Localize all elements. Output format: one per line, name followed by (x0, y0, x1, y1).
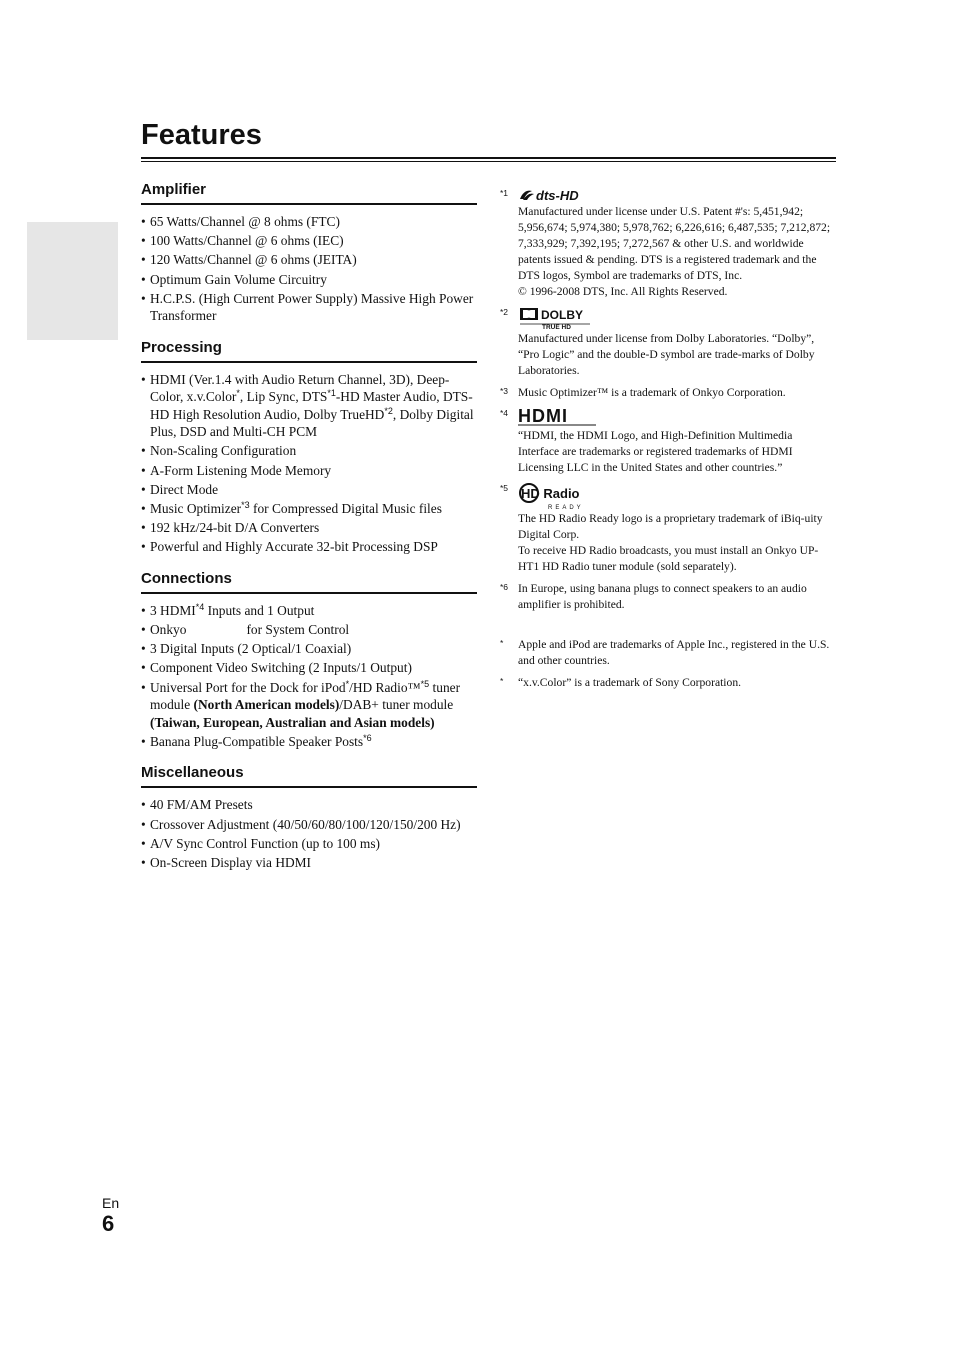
list-item: • 3 HDMI$^{*4}$ Inputs and 1 Output (141, 602, 477, 620)
section-heading: Amplifier (141, 180, 477, 205)
footnote-2 (500, 306, 836, 379)
list-item: • On-Screen Display via HDMI (141, 854, 477, 872)
svg-text:dts-HD: dts-HD (536, 188, 579, 203)
footnote-text: Music Optimizer™ is a trademark of Onkyo Corporation. (518, 386, 786, 399)
page-title: Features (141, 119, 262, 151)
page-language: En (102, 1195, 120, 1211)
list-item: • HDMI (Ver.1.4 with Audio Return Channel, 3D), Deep-Color, x.v.Color*, Lip Sync, DTS$^{*1}$-HD Master Audio, DTS-HD High Resolution Audio, Dolby TrueHD$^{*2}$, Dolby Digital Plus, DSD and Multi-CH PCM (141, 371, 477, 441)
svg-text:HDMI: HDMI (518, 407, 568, 426)
footnote-text: Apple and iPod are trademarks of Apple Inc., registered in the U.S. and other countries. (518, 638, 830, 667)
list-item: • Crossover Adjustment (40/50/60/80/100/120/150/200 Hz) (141, 816, 477, 834)
footnote-mark: *3 (500, 386, 509, 396)
list-item: • Optimum Gain Volume Circuitry (141, 271, 477, 289)
footnote-mark: *2 (500, 307, 509, 317)
footnote-5 (500, 482, 836, 575)
footnote-text: “HDMI, the HDMI Logo, and High-Definition Multimedia Interface are trademarks or registered trademarks of HDMI Licensing LLC in the United States and other countries.” (518, 429, 793, 474)
footnotes-column (500, 187, 836, 697)
section-heading: Processing (141, 338, 477, 363)
footnote-1 (500, 187, 836, 300)
hdmi-logo-icon (518, 407, 604, 427)
footnote-text: In Europe, using banana plugs to connect speakers to an audio amplifier is prohibited. (518, 582, 807, 611)
footnote-mark: *5 (500, 483, 509, 493)
footnote-xvcolor (500, 675, 836, 691)
hd-radio-ready-logo-icon (518, 482, 598, 510)
footnote-text: The HD Radio Ready logo is a proprietary trademark of iBiq-uity Digital Corp. (518, 512, 823, 541)
footnote-mark: * (500, 676, 504, 686)
footnote-text: Manufactured under license from Dolby Laboratories. “Dolby”, “Pro Logic” and the double-D symbol are trade-marks of Dolby Laboratories. (518, 332, 815, 377)
footnote-mark: *1 (500, 188, 509, 198)
list-item: • 120 Watts/Channel @ 6 ohms (JEITA) (141, 251, 477, 269)
footnote-3 (500, 385, 836, 401)
list-item: • 3 Digital Inputs (2 Optical/1 Coaxial) (141, 640, 477, 658)
list-item: • Component Video Switching (2 Inputs/1 Output) (141, 659, 477, 677)
svg-text:TRUE HD: TRUE HD (542, 324, 571, 330)
list-item: • Powerful and Highly Accurate 32-bit Processing DSP (141, 538, 477, 556)
list-item: • Music Optimizer$^{*3}$ for Compressed Digital Music files (141, 500, 477, 518)
footnote-4 (500, 407, 836, 476)
footnote-text: Manufactured under license under U.S. Patent #'s: 5,451,942; 5,956,674; 5,974,380; 5,978,762; 6,226,616; 6,487,535; 7,212,872; 7,333,929; 7,392,195; 7,272,567 & other U.S. and worldwide patents issued & pending. DTS is a registered trademark and the DTS logos, Symbol are trademarks of DTS, Inc. (518, 205, 831, 282)
footnote-text: To receive HD Radio broadcasts, you must install an Onkyo UP-HT1 HD Radio tuner module (sold separately). (518, 544, 819, 573)
connections-list (141, 602, 477, 750)
list-item: • Banana Plug-Compatible Speaker Posts$^{*6}$ (141, 733, 477, 751)
list-item: • Universal Port for the Dock for iPod*/HD Radio™$^{*5}$ tuner module (North American models)/DAB+ tuner module (Taiwan, European, Australian and Asian models) (141, 679, 477, 732)
section-heading: Connections (141, 569, 477, 594)
footnote-text: “x.v.Color” is a trademark of Sony Corporation. (518, 676, 742, 689)
dts-hd-logo-icon (518, 187, 592, 203)
list-item: • A-Form Listening Mode Memory (141, 462, 477, 480)
features-column (141, 180, 477, 884)
side-tab (27, 222, 118, 340)
list-item: • H.C.P.S. (High Current Power Supply) Massive High Power Transformer (141, 290, 477, 325)
footnote-6 (500, 581, 836, 613)
svg-text:DOLBY: DOLBY (541, 308, 583, 322)
dolby-truehd-logo-icon (518, 306, 594, 330)
misc-list (141, 796, 477, 871)
section-connections (141, 569, 477, 750)
section-amplifier (141, 180, 477, 325)
svg-text:HD Radio: HD Radio (521, 486, 580, 501)
list-item: • Direct Mode (141, 481, 477, 499)
footnote-mark: *4 (500, 408, 509, 418)
processing-list (141, 371, 477, 556)
section-processing (141, 338, 477, 556)
list-item: • 100 Watts/Channel @ 6 ohms (IEC) (141, 232, 477, 250)
list-item: • Onkyo for System Control (141, 621, 477, 639)
list-item: • 65 Watts/Channel @ 8 ohms (FTC) (141, 213, 477, 231)
amplifier-list (141, 213, 477, 325)
footnote-text: © 1996-2008 DTS, Inc. All Rights Reserved. (518, 285, 728, 298)
section-miscellaneous (141, 763, 477, 871)
list-item: • Non-Scaling Configuration (141, 442, 477, 460)
list-item: • 192 kHz/24-bit D/A Converters (141, 519, 477, 537)
svg-text:READY: READY (548, 505, 584, 510)
spacer (500, 619, 836, 637)
page-number: 6 (102, 1211, 115, 1236)
title-rule (141, 157, 836, 162)
section-heading: Miscellaneous (141, 763, 477, 788)
footnote-apple (500, 637, 836, 669)
list-item: • 40 FM/AM Presets (141, 796, 477, 814)
footnote-mark: * (500, 638, 504, 648)
list-item: • A/V Sync Control Function (up to 100 ms) (141, 835, 477, 853)
footnote-mark: *6 (500, 582, 509, 592)
